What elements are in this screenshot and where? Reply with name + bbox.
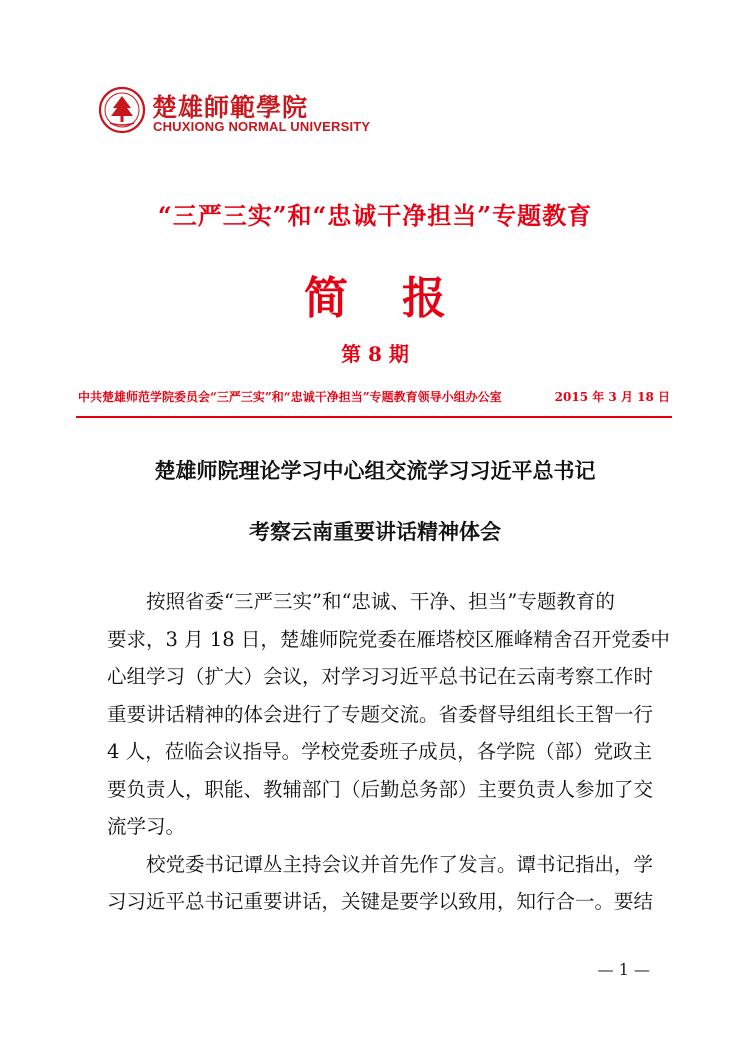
paragraph-line: 心组学习（扩大）会议，对学习习近平总书记在云南考察工作时 xyxy=(107,665,654,688)
paragraph-line: 要求，3 月 18 日，楚雄师院党委在雁塔校区雁峰精舍召开党委中 xyxy=(107,627,670,651)
paragraph-line: 校党委书记谭丛主持会议并首先作了发言。谭书记指出，学 xyxy=(146,852,654,876)
paragraph-line: 重要讲话精神的体会进行了专题交流。省委督导组组长王智一行 xyxy=(107,702,654,726)
university-logo xyxy=(98,86,371,136)
issue-number: 第 8 期 xyxy=(341,342,409,366)
paragraph-line: 4 人，莅临会议指导。学校党委班子成员，各学院（部）党政主 xyxy=(107,740,653,763)
issuing-office: 中共楚雄师范学院委员会“三严三实”和“忠诚干净担当”专题教育领导小组办公室 xyxy=(78,390,502,404)
paragraph-2 xyxy=(107,846,657,884)
article-title-line-1: 楚雄师院理论学习中心组交流学习习近平总书记 xyxy=(154,459,596,483)
paragraph-1 xyxy=(107,583,657,621)
paragraph-line: 习习近平总书记重要讲话，关键是要学以致用，知行合一。要结 xyxy=(107,890,654,913)
education-subject-title: “三严三实”和“忠诚干净担当”专题教育 xyxy=(157,201,593,230)
paragraph-line: 要负责人，职能、教辅部门（后勤总务部）主要负责人参加了交 xyxy=(107,777,654,801)
university-emblem-icon xyxy=(98,86,146,134)
paragraph-line: 按照省委“三严三实”和“忠诚、干净、担当”专题教育的 xyxy=(146,590,615,613)
paragraph-line: 流学习。 xyxy=(107,815,186,838)
logo-english-name: CHUXIONG NORMAL UNIVERSITY xyxy=(153,119,371,134)
page-number: — 1 — xyxy=(597,960,650,979)
article-body xyxy=(107,583,670,921)
article-title-line-2: 考察云南重要讲话精神体会 xyxy=(249,520,501,544)
bulletin-title: 简报 xyxy=(304,273,500,324)
logo-chinese-name: 楚雄師範學院 xyxy=(152,93,309,122)
header-divider xyxy=(76,416,672,418)
issue-date: 2015 年 3 月 18 日 xyxy=(554,390,670,404)
